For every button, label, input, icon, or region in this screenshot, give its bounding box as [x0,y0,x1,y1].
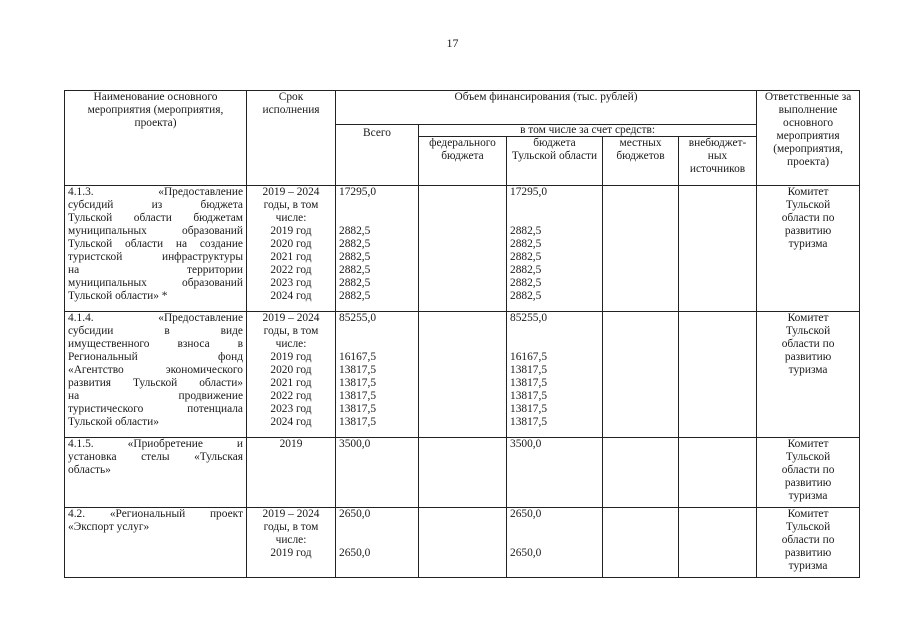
cell-federal [419,438,507,508]
header-local: местных бюджетов [603,137,679,186]
cell-term-line: годы, в том [263,199,319,211]
cell-regional [507,186,603,312]
financing-table [64,90,860,578]
cell-term [247,508,336,578]
cell-total-line [339,325,415,338]
cell-name [65,312,247,438]
cell-total [336,186,419,312]
cell-responsible-line: Тульской [785,451,831,463]
cell-total-line: 13817,5 [339,377,377,389]
cell-responsible-line: Комитет [787,438,829,450]
cell-name-line: 4.1.5. «Приобретение и [68,438,243,450]
cell-responsible-line: туризма [788,364,828,376]
cell-name-line: туристического потенциала [68,403,243,415]
cell-name-line: 4.1.3. «Предоставление [68,186,243,198]
cell-term-line: 2023 год [270,277,312,289]
cell-extra [679,312,757,438]
cell-local [603,186,679,312]
cell-total-line: 2882,5 [339,290,371,302]
cell-name-line: Тульской области на создание [68,238,243,250]
cell-total-line [339,521,415,534]
header-total: Всего [336,125,419,186]
cell-name-line: муниципальных образований [68,225,243,237]
cell-total-line [339,338,415,351]
cell-term-line: 2024 год [270,416,312,428]
cell-regional-line: 85255,0 [510,312,548,324]
cell-responsible-line: развитию [784,351,832,363]
cell-name-line: имущественного взноса в [68,338,243,350]
cell-name [65,438,247,508]
cell-regional-line [510,199,599,212]
cell-responsible [757,312,860,438]
header-responsible: Ответственные за выполнение основного мероприятия (мероприятия, проекта) [757,91,860,186]
cell-total-line: 2882,5 [339,277,371,289]
cell-name-line: «Агентство экономического [68,364,243,376]
cell-name-line: туристской инфраструктуры [68,251,243,263]
cell-regional-line [510,534,599,547]
cell-name-line: 4.2. «Региональный проект [68,508,243,520]
cell-term-line: годы, в том [263,521,319,533]
cell-responsible [757,438,860,508]
header-financing: Объем финансирования (тыс. рублей) [336,91,757,125]
cell-name-line: «Экспорт услуг» [68,521,150,533]
cell-responsible-line: Тульской [785,199,831,211]
cell-total-line: 16167,5 [339,351,377,363]
cell-total-line [339,534,415,547]
cell-term-line: числе: [275,338,307,350]
cell-regional-line: 16167,5 [510,351,548,363]
cell-responsible-line: развитию [784,225,832,237]
cell-responsible-line: развитию [784,477,832,489]
cell-total-line: 2882,5 [339,264,371,276]
cell-term-line: 2020 год [270,238,312,250]
cell-responsible-line: туризма [788,560,828,572]
cell-regional-line [510,521,599,534]
cell-term-line: 2021 год [270,377,312,389]
cell-term-line: числе: [275,212,307,224]
cell-term [247,186,336,312]
cell-name-line: 4.1.4. «Предоставление [68,312,243,324]
cell-extra [679,186,757,312]
cell-regional-line: 2882,5 [510,238,542,250]
cell-name-line: развития Тульской области» [68,377,243,389]
cell-regional [507,438,603,508]
cell-responsible-line: Тульской [785,325,831,337]
cell-responsible [757,508,860,578]
cell-total-line: 2650,0 [339,508,371,520]
cell-term-line: 2021 год [270,251,312,263]
cell-name-line: Тульской области» [68,416,159,428]
cell-responsible-line: Комитет [787,312,829,324]
cell-regional [507,508,603,578]
cell-responsible-line: развитию [784,547,832,559]
cell-total-line: 13817,5 [339,364,377,376]
cell-regional-line [510,325,599,338]
cell-regional-line: 13817,5 [510,403,548,415]
cell-total-line: 2882,5 [339,225,371,237]
cell-term-line: 2020 год [270,364,312,376]
cell-total-line: 13817,5 [339,390,377,402]
table-row [65,186,860,312]
header-term: Срок исполнения [247,91,336,186]
cell-term-line: 2019 год [270,351,312,363]
cell-regional-line: 2882,5 [510,251,542,263]
cell-term [247,312,336,438]
cell-total-line: 2882,5 [339,251,371,263]
cell-regional-line: 2650,0 [510,547,542,559]
cell-responsible-line: области по [781,212,835,224]
cell-total-line: 3500,0 [339,438,371,450]
header-regional: бюджета Тульской области [507,137,603,186]
cell-responsible-line: области по [781,534,835,546]
cell-term-line: числе: [275,534,307,546]
cell-federal [419,508,507,578]
cell-term-line: 2019 – 2024 [262,508,320,520]
cell-responsible-line: области по [781,464,835,476]
cell-total-line: 85255,0 [339,312,377,324]
header-name: Наименование основного мероприятия (мероприятия, проекта) [65,91,247,186]
cell-responsible-line: области по [781,338,835,350]
cell-local [603,438,679,508]
cell-name-line: Тульской области» * [68,290,168,302]
table-body [65,186,860,578]
cell-name [65,186,247,312]
cell-term-line: 2022 год [270,390,312,402]
table-row [65,312,860,438]
cell-regional-line: 2882,5 [510,277,542,289]
cell-term-line: 2022 год [270,264,312,276]
cell-term-line: 2024 год [270,290,312,302]
table-row [65,508,860,578]
cell-responsible-line: Тульской [785,521,831,533]
cell-regional-line: 17295,0 [510,186,548,198]
cell-term-line: годы, в том [263,325,319,337]
cell-name-line: Региональный фонд [68,351,243,363]
cell-term-line: 2019 – 2024 [262,186,320,198]
cell-name-line: область» [68,464,111,476]
cell-responsible-line: туризма [788,490,828,502]
header-extra: внебюджет-ных источников [679,137,757,186]
cell-term-line: 2019 год [270,225,312,237]
cell-regional-line: 13817,5 [510,364,548,376]
cell-federal [419,186,507,312]
cell-responsible-line: туризма [788,238,828,250]
cell-extra [679,508,757,578]
cell-total [336,438,419,508]
cell-name-line: на территории [68,264,243,276]
cell-regional-line [510,338,599,351]
cell-total-line: 2882,5 [339,238,371,250]
cell-term-line: 2019 – 2024 [262,312,320,324]
cell-name-line: установка стелы «Тульская [68,451,243,463]
page-number: 17 [446,36,459,50]
cell-extra [679,438,757,508]
cell-regional [507,312,603,438]
cell-regional-line: 2882,5 [510,225,542,237]
cell-total-line: 13817,5 [339,403,377,415]
cell-total-line: 13817,5 [339,416,377,428]
cell-responsible-line: Комитет [787,508,829,520]
cell-local [603,508,679,578]
cell-name [65,508,247,578]
cell-total-line [339,199,415,212]
cell-regional-line: 13817,5 [510,416,548,428]
cell-total-line [339,212,415,225]
cell-regional-line: 2882,5 [510,264,542,276]
cell-federal [419,312,507,438]
cell-local [603,312,679,438]
cell-name-line: субсидии в виде [68,325,243,337]
header-including: в том числе за счет средств: [419,125,757,137]
cell-term-line: 2023 год [270,403,312,415]
cell-regional-line [510,212,599,225]
header-federal: федерального бюджета [419,137,507,186]
cell-total [336,312,419,438]
cell-regional-line: 2650,0 [510,508,542,520]
cell-responsible [757,186,860,312]
table-row [65,438,860,508]
cell-term-line: 2019 год [270,547,312,559]
cell-total-line: 2650,0 [339,547,371,559]
cell-total-line: 17295,0 [339,186,377,198]
cell-regional-line: 2882,5 [510,290,542,302]
cell-name-line: на продвижение [68,390,243,402]
cell-term-line: 2019 [279,438,303,450]
cell-term [247,438,336,508]
cell-total [336,508,419,578]
cell-name-line: муниципальных образований [68,277,243,289]
cell-responsible-line: Комитет [787,186,829,198]
cell-name-line: Тульской области бюджетам [68,212,243,224]
cell-name-line: субсидий из бюджета [68,199,243,211]
cell-regional-line: 13817,5 [510,390,548,402]
cell-regional-line: 3500,0 [510,438,542,450]
cell-regional-line: 13817,5 [510,377,548,389]
